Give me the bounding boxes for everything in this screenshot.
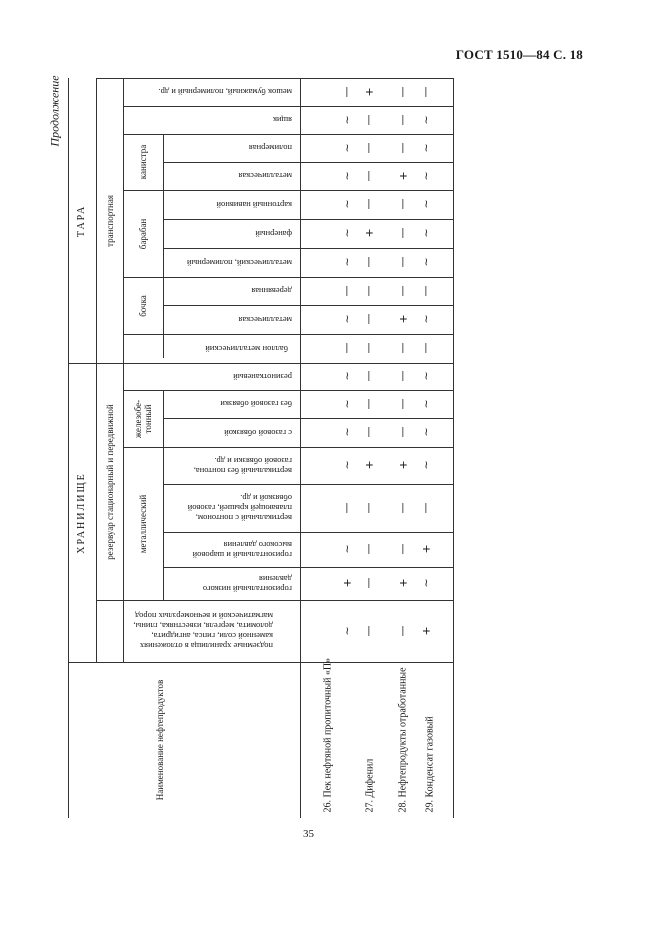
table-cell-mark: — — [341, 502, 354, 514]
table-cell-mark: ~ — [341, 427, 354, 437]
table-cell-mark: ~ — [341, 314, 354, 324]
col-header-no-gas-piping: без газовой обвязки — [219, 399, 292, 409]
table-cell-mark: ~ — [420, 460, 433, 470]
row-name-29: 29. Конденсат газовый — [424, 716, 436, 813]
col-header-sack: мешок бумажный, полимерный и др. — [157, 87, 292, 97]
col-header-canister-metal: металлическая — [237, 171, 292, 181]
subgroup-reservoir: резервуар стационарный и передвижной — [104, 403, 115, 560]
name-column-header: Наименование нефтепродуктов — [155, 679, 165, 801]
table-cell-mark: + — [341, 578, 354, 588]
table-cell-mark: — — [420, 285, 433, 297]
table-cell-mark: — — [341, 86, 354, 98]
table-cell-mark: — — [341, 285, 354, 297]
subgroup-barrel: бочка — [138, 294, 148, 317]
table-cell-mark: ~ — [420, 115, 433, 125]
table-cell-mark: ~ — [420, 228, 433, 238]
table-cell-mark: ~ — [420, 371, 433, 381]
table-cell-mark: — — [363, 370, 376, 382]
table-cell-mark: — — [363, 342, 376, 354]
table-cell-mark: — — [397, 285, 410, 297]
table-cell-mark: ~ — [341, 115, 354, 125]
table-cell-mark: — — [397, 114, 410, 126]
table-cell-mark: ~ — [341, 626, 354, 636]
table-cell-mark: — — [420, 502, 433, 514]
table-cell-mark: + — [397, 460, 410, 470]
table-cell-mark: — — [397, 227, 410, 239]
table-cell-mark: ~ — [341, 257, 354, 267]
row-name-26: 26. Пек нефтяной пропиточный «П» — [322, 657, 334, 813]
table-cell-mark: — — [397, 625, 410, 637]
subgroup-transport: транспортная — [104, 194, 115, 247]
table-cell-mark: + — [363, 460, 376, 470]
table-cell-mark: + — [397, 171, 410, 181]
table-cell-mark: — — [363, 170, 376, 182]
table-cell-mark: — — [363, 256, 376, 268]
table-cell-mark: — — [363, 142, 376, 154]
table-cell-mark: — — [397, 198, 410, 210]
col-header-canister-polymer: полимерная — [248, 143, 292, 153]
table-cell-mark: ~ — [341, 399, 354, 409]
col-header-drum-cardboard: картонный навивной — [216, 199, 292, 210]
table-cell-mark: ~ — [420, 257, 433, 267]
table-cell-mark: ~ — [341, 143, 354, 153]
table-cell-mark: ~ — [420, 578, 433, 588]
table-cell-mark: ~ — [341, 544, 354, 554]
table-cell-mark: — — [341, 342, 354, 354]
col-header-gas-piping: с газовой обвязкой — [223, 427, 292, 438]
table-cell-mark: — — [420, 342, 433, 354]
continued-label: Продолжение — [47, 75, 62, 147]
col-header-horizontal-high: горизонтальный и шаровой высокого давления — [192, 539, 292, 560]
table-cell-mark: ~ — [420, 143, 433, 153]
col-header-box: ящик — [272, 115, 292, 125]
col-header-vertical-pontoon: вертикальный с понтоном, плавающей крышей, газовой обвязкой и др. — [187, 493, 292, 523]
col-header-barrel-metal: металлическая — [237, 314, 292, 325]
table-cell-mark: + — [420, 626, 433, 636]
table-cell-mark: — — [363, 285, 376, 297]
table-cell-mark: — — [363, 426, 376, 438]
table-cell-mark: + — [397, 314, 410, 324]
table-cell-mark: ~ — [420, 427, 433, 437]
col-header-cylinder: баллон металлический — [205, 343, 288, 354]
page-number: 35 — [303, 828, 314, 840]
table-cell-mark: — — [363, 398, 376, 410]
table-cell-mark: — — [363, 198, 376, 210]
col-header-horizontal-low: горизонтальный низкого давления — [202, 573, 292, 594]
table-cell-mark: — — [363, 625, 376, 637]
group-storage: ХРАНИЛИЩЕ — [76, 471, 87, 554]
table-cell-mark: ~ — [341, 199, 354, 209]
table-cell-mark: ~ — [341, 228, 354, 238]
col-header-underground: подземные хранилища в отложениях каменной соли, гипса, ангидрита, доломита, мергеля, известняка, глины, магматической и вечномерзлых пород — [133, 611, 273, 651]
table-cell-mark: — — [397, 342, 410, 354]
table-cell-mark: + — [363, 228, 376, 238]
table-cell-mark: — — [397, 256, 410, 268]
group-container: ТАРА — [76, 204, 87, 237]
table-cell-mark: — — [397, 398, 410, 410]
subgroup-drum: барабан — [138, 218, 148, 249]
table-cell-mark: — — [420, 86, 433, 98]
table-cell-mark: ~ — [420, 399, 433, 409]
table-cell-mark: — — [363, 543, 376, 555]
table-cell-mark: — — [397, 543, 410, 555]
table-cell-mark: ~ — [341, 371, 354, 381]
table-cell-mark: — — [397, 502, 410, 514]
col-header-vertical-no-pontoon: вертикальный без понтона, газовой обвязки и др. — [193, 455, 292, 476]
table-cell-mark: — — [363, 502, 376, 514]
table-cell-mark: — — [397, 86, 410, 98]
table-cell-mark: — — [363, 313, 376, 325]
table-cell-mark: ~ — [420, 199, 433, 209]
table-cell-mark: — — [363, 577, 376, 589]
table-cell-mark: — — [397, 426, 410, 438]
col-header-rubber-fabric: резинотканевый — [232, 371, 292, 382]
subgroup-metallic: металлический — [138, 494, 148, 553]
col-header-drum-metal-polymer: металлический, полимерный — [186, 257, 292, 268]
document-reference: ГОСТ 1510—84 С. 18 — [455, 47, 583, 62]
table-cell-mark: — — [397, 370, 410, 382]
table-cell-mark: + — [420, 544, 433, 554]
row-name-27: 27. Дифенил — [364, 758, 376, 813]
table-cell-mark: + — [397, 578, 410, 588]
table-cell-mark: ~ — [341, 460, 354, 470]
col-header-barrel-wood: деревянная — [250, 286, 292, 296]
subgroup-reinforced-concrete: железобе-тонный — [133, 399, 153, 438]
table-cell-mark: — — [397, 142, 410, 154]
table-cell-mark: + — [363, 87, 376, 97]
table-cell-mark: — — [363, 114, 376, 126]
subgroup-canister: канистра — [138, 144, 148, 180]
col-header-drum-plywood: фанерный — [254, 228, 292, 239]
table-cell-mark: ~ — [420, 314, 433, 324]
row-name-28: 28. Нефтепродукты отработанные — [397, 667, 409, 813]
table-cell-mark: ~ — [420, 171, 433, 181]
table-cell-mark: ~ — [341, 171, 354, 181]
